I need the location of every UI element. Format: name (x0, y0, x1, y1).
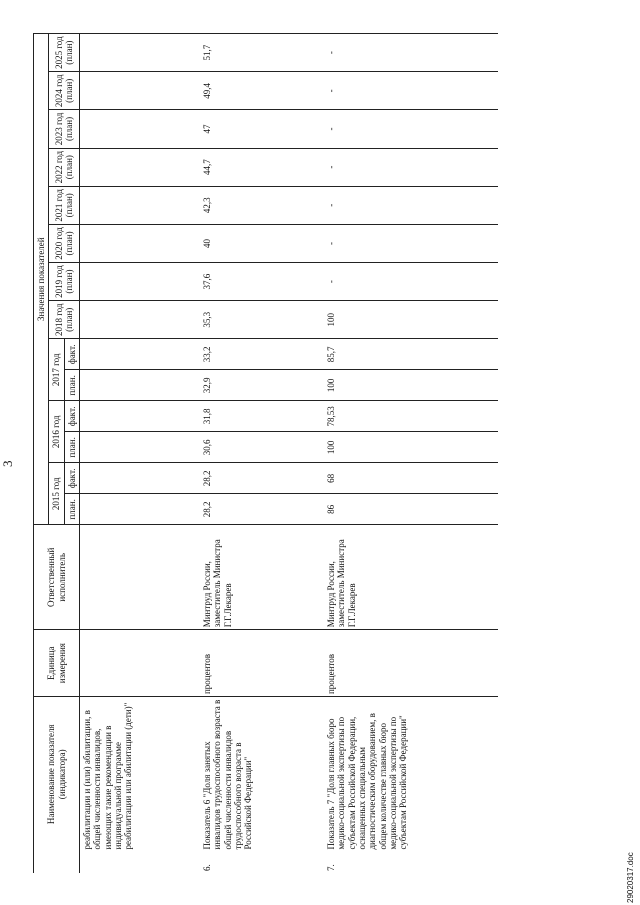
header-responsible: Ответственный исполнитель (34, 525, 80, 630)
header-row-1 (34, 34, 49, 874)
header-2024: 2024 год (план) (49, 72, 80, 110)
header-2016-plan: план. (64, 432, 79, 463)
header-2016-fact: факт. (64, 401, 79, 432)
header-unit: Единица измерения (34, 630, 80, 697)
page-number: 3 (0, 460, 15, 467)
header-2020: 2020 год (план) (49, 224, 80, 262)
value-2024: - (324, 72, 498, 110)
header-2019: 2019 год (план) (49, 263, 80, 301)
indicator-name: Показатель 6 "Доля занятых инвалидов трудоспособного возраста в общей численности инвалидов трудоспособного возраста в Российской Федерации" (200, 697, 324, 852)
indicator-name: Показатель 7 "Доля главных бюро медико-социальной экспертизы по субъектам Российской Федерации, оснащенных специальным диагностическим оборудованием, в общем количестве главных бюро медико-социальной экспертизы по субъектам Российской Федерации" (324, 697, 498, 852)
footer-doc-code: 29020317.doc (626, 852, 635, 903)
indicator-responsible: Минтруд России, заместитель Министра Г.Г.Лекарев (200, 525, 324, 630)
header-2015: 2015 год (49, 463, 64, 525)
header-2017-plan: план. (64, 370, 79, 401)
value-2024: 49,4 (200, 72, 324, 110)
value-2017-fact: 33,2 (200, 339, 324, 370)
value-2015-fact: 68 (324, 463, 498, 494)
value-2020: 40 (200, 224, 324, 262)
value-2025: - (324, 34, 498, 72)
header-2015-plan: план. (64, 494, 79, 525)
header-2021: 2021 год (план) (49, 186, 80, 224)
header-2017-fact: факт. (64, 339, 79, 370)
value-2021: - (324, 186, 498, 224)
header-values: Значения показателей (34, 34, 49, 525)
continuation-text: реабилитации и (или) абилитации, в общей численности инвалидов, имеющих такие рекомендации в индивидуальной программе реабилитации или абилитации (дети)" (80, 697, 201, 852)
header-2018: 2018 год (план) (49, 301, 80, 339)
value-2015-fact: 28,2 (200, 463, 324, 494)
value-2020: - (324, 224, 498, 262)
row-number: 7. (326, 864, 337, 871)
header-2016: 2016 год (49, 401, 64, 463)
table-row (200, 34, 324, 874)
header-2022: 2022 год (план) (49, 148, 80, 186)
header-2015-fact: факт. (64, 463, 79, 494)
value-2015-plan: 86 (324, 494, 498, 525)
value-2018: 35,3 (200, 301, 324, 339)
row-number: 6. (202, 864, 213, 871)
header-2017: 2017 год (49, 339, 64, 401)
indicators-table (33, 33, 498, 873)
value-2017-plan: 100 (324, 370, 498, 401)
value-2017-fact: 85,7 (324, 339, 498, 370)
value-2016-fact: 78,53 (324, 401, 498, 432)
value-2016-plan: 100 (324, 432, 498, 463)
value-2022: 44,7 (200, 148, 324, 186)
value-2019: 37,6 (200, 263, 324, 301)
value-2018: 100 (324, 301, 498, 339)
indicator-unit: процентов (324, 630, 498, 697)
indicator-responsible: Минтруд России, заместитель Министра Г.Г.Лекарев (324, 525, 498, 630)
value-2019: - (324, 263, 498, 301)
table-row (324, 34, 498, 874)
value-2025: 51,7 (200, 34, 324, 72)
value-2022: - (324, 148, 498, 186)
header-2023: 2023 год (план) (49, 110, 80, 148)
header-2025: 2025 год (план) (49, 34, 80, 72)
value-2016-plan: 30,6 (200, 432, 324, 463)
value-2023: 47 (200, 110, 324, 148)
value-2017-plan: 32,9 (200, 370, 324, 401)
continuation-row (80, 34, 201, 874)
indicator-unit: процентов (200, 630, 324, 697)
header-name: Наименование показателя (индикатора) (34, 697, 80, 852)
value-2015-plan: 28,2 (200, 494, 324, 525)
value-2021: 42,3 (200, 186, 324, 224)
value-2023: - (324, 110, 498, 148)
value-2016-fact: 31,8 (200, 401, 324, 432)
